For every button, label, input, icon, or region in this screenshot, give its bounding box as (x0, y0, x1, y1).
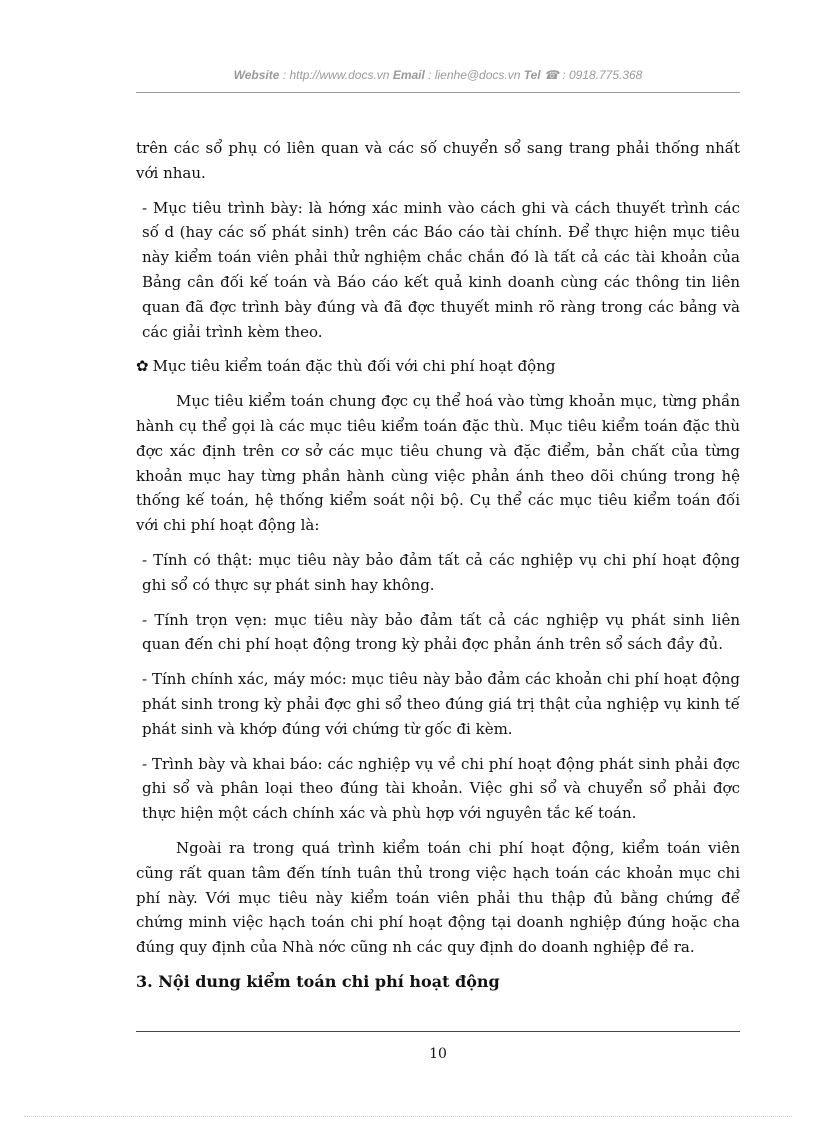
footer-divider (136, 1031, 740, 1032)
paragraph-presentation-objective: - Mục tiêu trình bày: là hớng xác minh vào cách ghi và cách thuyết trình các số d (hay các số phát sinh) trên các Báo cáo tài chính. Để thực hiện mục tiêu này kiểm toán viên phải thử nghiệm chắc chắn đó là tất cả các tài khoản của Bảng cân đối kế toán và Báo cáo kết quả kinh doanh cùng các thông tin liên quan đã đợc trình bày đúng và đã đợc thuyết minh rõ ràng trong các bảng và các giải trình kèm theo. (142, 198, 740, 341)
paragraph-existence: - Tính có thật: mục tiêu này bảo đảm tất cả các nghiệp vụ chi phí hoạt động ghi sổ có thực sự phát sinh hay không. (142, 550, 740, 594)
paragraph-compliance: Ngoài ra trong quá trình kiểm toán chi phí hoạt động, kiểm toán viên cũng rất quan tâm đến tính tuân thủ trong việc hạch toán các khoản mục chi phí này. Với mục tiêu này kiểm toán viên phải thu thập đủ bằng chứng để chứng minh việc hạch toán chi phí hoạt động tại doanh nghiệp đúng hoặc cha đúng quy định của Nhà nớc cũng nh các quy định do doanh nghiệp đề ra. (136, 838, 740, 957)
tel-label: Tel (523, 68, 541, 82)
website-value: : http://www.docs.vn (279, 68, 393, 82)
header-divider (136, 92, 740, 93)
flower-bullet-icon: ✿ (136, 357, 149, 376)
paragraph-1: trên các sổ phụ có liên quan và các số chuyển sổ sang trang phải thống nhất với nhau. (136, 139, 740, 182)
paragraph-accuracy: - Tính chính xác, máy móc: mục tiêu này bảo đảm các khoản chi phí hoạt động phát sinh trong kỳ phải đợc ghi sổ theo đúng giá trị thật của nghiệp vụ kinh tế phát sinh và khớp đúng với chứng từ gốc đi kèm. (142, 670, 740, 738)
subheading-text: Mục tiêu kiểm toán đặc thù đối với chi phí hoạt động (152, 357, 556, 376)
page-body (136, 136, 740, 995)
paragraph-presentation-disclosure: - Trình bày và khai báo: các nghiệp vụ về chi phí hoạt động phát sinh phải đợc ghi sổ và phân loại theo đúng tài khoản. Việc ghi sổ và chuyển sổ phải đợc thực hiện một cách chính xác và phù hợp với nguyên tắc kế toán. (142, 754, 740, 823)
page-edge-dotted-line (24, 1116, 792, 1117)
section-heading: 3. Nội dung kiểm toán chi phí hoạt động (136, 971, 500, 991)
page-header (136, 68, 740, 82)
paragraph-completeness: - Tính trọn vẹn: mục tiêu này bảo đảm tất cả các nghiệp vụ phát sinh liên quan đến chi phí hoạt động trong kỳ phải đợc phản ánh trên sổ sách đầy đủ. (142, 610, 740, 654)
subheading (136, 354, 740, 379)
page-number: 10 (429, 1046, 447, 1062)
email-value: : lienhe@docs.vn (424, 68, 524, 82)
tel-value: ☎ : 0918.775.368 (540, 68, 643, 82)
website-label: Website (233, 68, 280, 82)
paragraph-specific-objectives: Mục tiêu kiểm toán chung đợc cụ thể hoá vào từng khoản mục, từng phần hành cụ thể gọi là các mục tiêu kiểm toán đặc thù. Mục tiêu kiểm toán đặc thù đợc xác định trên cơ sở các mục tiêu chung và đặc điểm, bản chất của từng khoản mục hay từng phần hành cùng việc phản ánh theo dõi chúng trong hệ thống kế toán, hệ thống kiểm soát nội bộ. Cụ thể các mục tiêu kiểm toán đối với chi phí hoạt động là: (136, 392, 740, 535)
email-label: Email (392, 68, 425, 82)
